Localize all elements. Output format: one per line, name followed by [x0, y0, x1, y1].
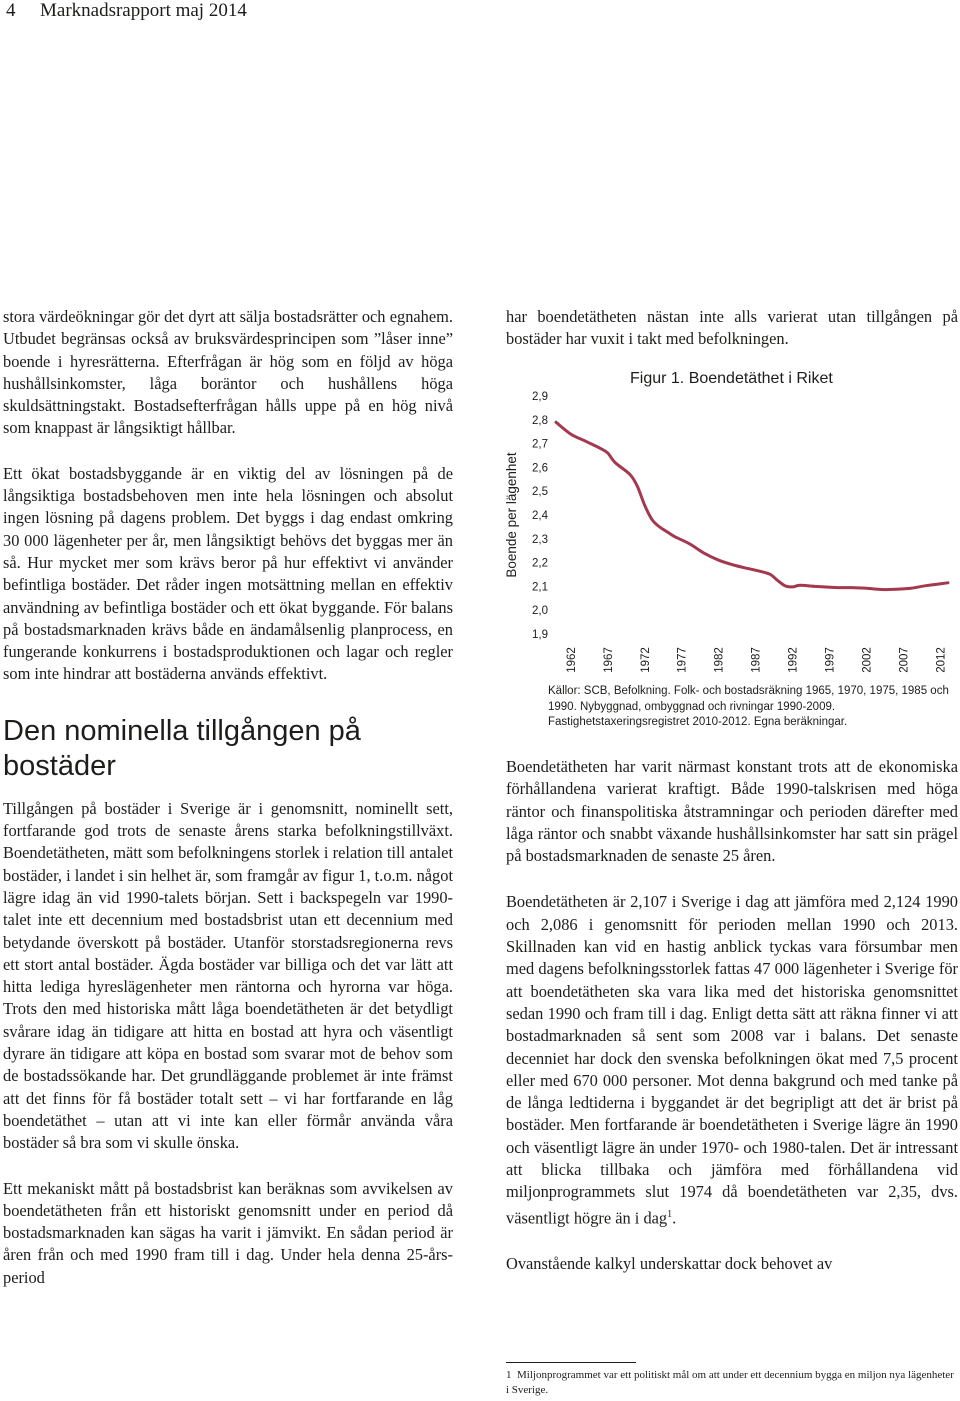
data-point	[637, 486, 639, 488]
x-tick-label: 1967	[602, 647, 615, 673]
y-tick-label: 2,4	[532, 510, 548, 522]
data-point	[770, 574, 772, 576]
y-tick-label: 2,7	[532, 438, 548, 451]
right-paragraph-2: Boendetätheten har varit närmast konstant trots att de ekonomiska förhållandena varierat kraftigt. Både 1990-talskrisen med höga räntor och finanspolitiska åtstramningar och perioden därefter med låga räntor och snabbt växande hushållsinkomster har satt sin prägel på bostadsmarknaden de senaste 25 åren.	[506, 757, 958, 866]
data-point	[651, 519, 653, 521]
data-point	[785, 585, 787, 587]
right-paragraph-3-end: .	[672, 1208, 677, 1228]
y-tick-label: 2,3	[532, 533, 548, 546]
data-point	[614, 462, 616, 464]
data-point	[703, 552, 705, 554]
data-point	[607, 452, 609, 454]
data-point	[851, 587, 853, 589]
right-paragraph-4: Ovanstående kalkyl underskattar dock behovet av	[506, 1254, 833, 1274]
data-point	[555, 421, 557, 423]
x-tick-label: 1972	[639, 647, 652, 673]
y-tick-label: 2,1	[532, 581, 548, 594]
y-tick-label: 2,0	[532, 605, 548, 618]
x-tick-label: 1977	[676, 647, 689, 673]
footnote-reference: 1	[667, 1208, 673, 1220]
y-tick-label: 1,9	[532, 629, 548, 641]
y-axis-label: Boende per lägenhet	[504, 452, 519, 578]
left-paragraph-1: stora värdeökningar gör det dyrt att sälja bostadsrätter och egnahem. Utbudet begränsas också av bruksvärdesprincipen som ”låser inne” boende i hyresrätterna. Efterfrågan är hög som en följd av höga hushållsinkomster, låga boräntor och hushållens höga skuldsättningstakt. Bostadsefterfrågan hålls uppe på en hög nivå som knappast är långsiktigt hållbar.	[3, 307, 453, 438]
x-tick-label: 2012	[935, 647, 948, 673]
x-tick-label: 2007	[898, 647, 911, 673]
data-point	[777, 580, 779, 582]
line-chart	[500, 360, 960, 680]
footnote-number: 1	[506, 1369, 512, 1381]
left-paragraph-4: Ett mekaniskt mått på bostadsbrist kan beräknas som avvikelsen av boendetätheten från ett historiskt genomsnitt under en period då bostadsmarknaden kan sägas ha varit i jämvikt. En sådan period är åren från och med 1990 fram till i dag. Under hela denna 25-års-period	[3, 1178, 453, 1287]
x-tick-label: 1992	[787, 647, 800, 673]
data-point	[762, 571, 764, 573]
right-paragraph-1: har boendetätheten nästan inte alls varierat utan tillgången på bostäder har vuxit i takt med befolkningen.	[506, 307, 958, 349]
page-number: 4	[6, 0, 16, 21]
y-tick-label: 2,5	[532, 486, 548, 499]
left-paragraph-2: Ett ökat bostadsbyggande är en viktig del av lösningen på de långsiktiga bostadsbehoven men inte hela lösningen och absolut ingen lösning på dagens problem. Det byggs i dag endast omkring 30 000 lägenheter per år, men långsiktigt behövs det byggas mer än så. Hur mycket mer som krävs beror på hur effektivt vi använder befintliga bostäder. Det råder ingen motsättning mellan en effektiv användning av befintliga bostäder och ett ökat byggande. För balans på bostadsmarknaden krävs både en ändamålsenlig planprocess, en fungerande konkurrens i bostadsproduktionen och lagar och regler som inte hindrar att bostäderna används effektivt.	[3, 463, 453, 684]
data-point	[629, 474, 631, 476]
series-line	[556, 422, 948, 589]
figure-title: Figur 1. Boendetäthet i Riket	[630, 370, 833, 387]
footnote-text: Miljonprogrammet var ett politiskt mål om att under ett decennium bygga en miljon nya lägenheter i Sverige.	[506, 1369, 954, 1396]
x-tick-label: 2002	[861, 647, 874, 673]
data-point	[666, 531, 668, 533]
y-tick-label: 2,6	[532, 462, 548, 475]
y-tick-label: 2,2	[532, 557, 548, 570]
data-point	[688, 543, 690, 545]
data-point	[881, 589, 883, 591]
right-column-top	[506, 306, 958, 351]
data-point	[925, 585, 927, 587]
data-point	[792, 586, 794, 588]
data-point	[674, 536, 676, 538]
figure-1	[500, 360, 960, 760]
section-heading: Den nominella tillgången på bostäder	[3, 714, 361, 782]
x-tick-label: 1987	[750, 647, 763, 673]
y-tick-label: 2,9	[532, 391, 548, 403]
figure-sources: Källor: SCB, Befolkning. Folk- och bostadsräkning 1965, 1970, 1975, 1985 och 1990. Nybyggnad, ombyggnad och rivningar 1990-2009. Fastighetstaxeringsregistret 2010-2012. Egna beräkningar.	[548, 685, 949, 728]
left-column	[3, 306, 453, 1289]
data-point	[814, 586, 816, 588]
report-title: Marknadsrapport maj 2014	[40, 0, 247, 21]
data-point	[866, 588, 868, 590]
right-column-bottom	[506, 756, 958, 1276]
y-tick-label: 2,8	[532, 414, 548, 427]
data-point	[748, 568, 750, 570]
data-point	[733, 564, 735, 566]
x-tick-label: 1982	[713, 647, 726, 673]
data-point	[947, 582, 949, 584]
right-paragraph-3-text: Boendetätheten är 2,107 i Sverige i dag att jämföra med 2,124 1990 och 2,086 i genomsnitt för perioden mellan 1990 och 2013. Skillnaden kan vid en hastig anblick tyckas vara försumbar men med dagens befolkningsstorlek fattas 47 000 lägenheter i Sverige för att boendetätheten ska vara lika med det historiska genomsnittet sedan 1990 och fram till i dag. Enligt detta sätt att räkna finner vi att bostadmarknaden så sent som 2008 var i balans. Det senaste decenniet har dock den svenska befolkningen ökat med 7,5 procent eller med 670 000 personer. Mot denna bakgrund och med tanke på de långa ledtiderna i byggandet är det begripligt att det är brist på bostäder. Men fortfarande är boendetätheten i Sverige lägre än 1990 och väsentligt lägre än under 1970- och 1980-talen. Det är intressant att blicka tillbaka och jämföra med förhållandena vid miljonprogrammets slut 1974 då boendetätheten var 2,35, dvs. väsentligt högre än i dag	[506, 892, 958, 1228]
data-point	[570, 433, 572, 435]
x-tick-label: 1997	[824, 647, 837, 673]
data-point	[659, 526, 661, 528]
data-point	[910, 588, 912, 590]
x-tick-label: 1962	[565, 647, 578, 673]
right-paragraph-3	[506, 891, 958, 1229]
data-point	[718, 559, 720, 561]
data-point	[799, 584, 801, 586]
data-point	[836, 587, 838, 589]
data-point	[644, 505, 646, 507]
left-paragraph-3: Tillgången på bostäder i Sverige är i genomsnitt, nominellt sett, fortfarande god trots de senaste årens starka befolkningstillväxt. Boendetätheten, mätt som befolkningens storlek i relation till antalet bostäder, i landet i sin helhet är, som framgår av figur 1, t.o.m. något lägre idag än vid 1990-talets början. Sett i backspegeln var 1990-talet inte ett decennium med bostadsbrist utan ett decennium med betydande överskott på bostäder. Utanför storstadsregionerna revs ett stort antal bostäder. Ägda bostäder var billiga och det var lätt att hitta lediga hyreslägenheter men räntorna och hyrorna var höga. Trots den med historiska mått låga boendetätheten är det betydligt svårare idag än tidigare att hitta en bostad att hyra och väsentligt dyrare än tidigare att köpa en bostad som svarar mot de behov som de bostadssökande har. Det grundläggande problemet är inte främst att det finns för få bostäder totalt sett – vi har fortfarande en låg boendetäthet – utan att vi inte kan eller förmår använda våra bostäder så bra som vi skulle önska.	[3, 798, 453, 1153]
data-point	[600, 448, 602, 450]
footnote	[506, 1368, 956, 1397]
data-point	[585, 440, 587, 442]
data-point	[895, 589, 897, 591]
footnote-divider	[506, 1362, 636, 1363]
